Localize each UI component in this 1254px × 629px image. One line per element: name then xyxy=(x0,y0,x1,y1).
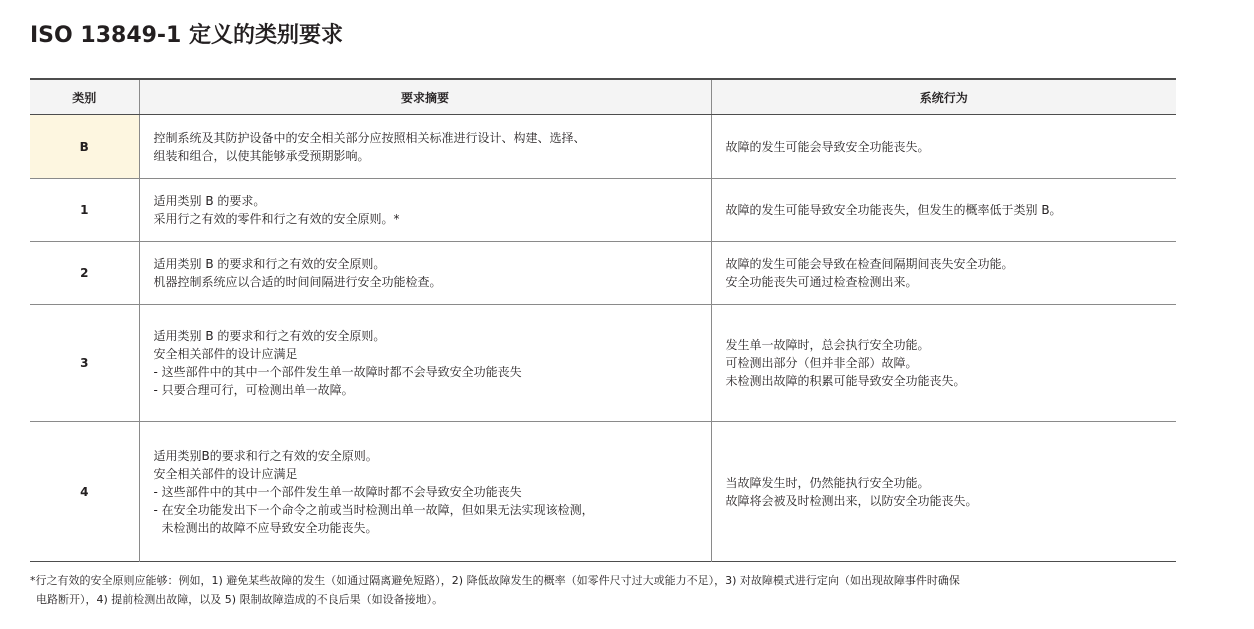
footnote-line: *行之有效的安全原则应能够：例如，1) 避免某些故障的发生（如通过隔离避免短路），2) 降低故障发生的概率（如零件尺寸过大或能力不足），3) 对故障模式进行定向（如出现故障事件时确保 xyxy=(30,574,960,587)
requirement-line: 安全相关部件的设计应满足 xyxy=(153,466,298,481)
requirement-line: 采用行之有效的零件和行之有效的安全原则。* xyxy=(153,212,400,226)
category-cell: 1 xyxy=(30,179,139,242)
table-header-row xyxy=(30,79,1176,115)
requirements-cell xyxy=(139,422,711,562)
table-row xyxy=(30,115,1176,179)
behavior-line: 故障的发生可能会导致安全功能丧失。 xyxy=(725,139,930,154)
requirement-line: 组装和组合，以使其能够承受预期影响。 xyxy=(153,148,370,163)
behavior-cell xyxy=(711,422,1176,562)
header-requirements: 要求摘要 xyxy=(139,79,711,115)
header-behavior: 系统行为 xyxy=(711,79,1176,115)
requirement-line: - 在安全功能发出下一个命令之前或当时检测出单一故障，但如果无法实现该检测， xyxy=(153,502,594,517)
requirement-line: 未检测出的故障不应导致安全功能丧失。 xyxy=(161,520,378,535)
category-requirements-table xyxy=(30,78,1176,562)
table-row xyxy=(30,305,1176,422)
requirement-line: 控制系统及其防护设备中的安全相关部分应按照相关标准进行设计、构建、选择、 xyxy=(153,130,586,145)
footnote xyxy=(30,571,1200,609)
behavior-line: 故障将会被及时检测出来，以防安全功能丧失。 xyxy=(725,493,978,508)
table-row xyxy=(30,179,1176,242)
requirement-line: 机器控制系统应以合适的时间间隔进行安全功能检查。 xyxy=(153,275,442,289)
behavior-cell xyxy=(711,305,1176,422)
page-title: ISO 13849-1 定义的类别要求 xyxy=(30,23,344,48)
behavior-line: 安全功能丧失可通过检查检测出来。 xyxy=(725,275,918,289)
behavior-line: 未检测出故障的积累可能导致安全功能丧失。 xyxy=(725,374,966,388)
requirements-cell xyxy=(139,242,711,305)
requirements-cell xyxy=(139,305,711,422)
requirement-line: - 这些部件中的其中一个部件发生单一故障时都不会导致安全功能丧失 xyxy=(153,365,522,379)
table-row xyxy=(30,422,1176,562)
behavior-cell xyxy=(711,115,1176,179)
table-row xyxy=(30,242,1176,305)
behavior-cell xyxy=(711,179,1176,242)
category-cell: 2 xyxy=(30,242,139,305)
behavior-line: 故障的发生可能导致安全功能丧失，但发生的概率低于类别 B。 xyxy=(725,203,1062,217)
requirement-line: 安全相关部件的设计应满足 xyxy=(153,347,298,361)
behavior-line: 当故障发生时，仍然能执行安全功能。 xyxy=(725,475,930,490)
requirement-line: 适用类别 B 的要求。 xyxy=(153,194,266,208)
behavior-line: 发生单一故障时，总会执行安全功能。 xyxy=(725,338,930,352)
category-cell: B xyxy=(30,115,139,179)
behavior-cell xyxy=(711,242,1176,305)
requirements-cell xyxy=(139,179,711,242)
requirement-line: 适用类别 B 的要求和行之有效的安全原则。 xyxy=(153,329,386,343)
requirement-line: 适用类别B的要求和行之有效的安全原则。 xyxy=(153,448,378,463)
header-category: 类别 xyxy=(30,79,139,115)
category-cell: 4 xyxy=(80,484,89,499)
category-cell: 3 xyxy=(30,305,139,422)
behavior-line: 可检测出部分（但并非全部）故障。 xyxy=(725,356,918,370)
requirement-line: - 只要合理可行，可检测出单一故障。 xyxy=(153,383,354,397)
requirement-line: - 这些部件中的其中一个部件发生单一故障时都不会导致安全功能丧失 xyxy=(153,484,522,499)
behavior-line: 故障的发生可能会导致在检查间隔期间丧失安全功能。 xyxy=(725,257,1014,271)
requirements-cell xyxy=(139,115,711,179)
footnote-line: 电路断开），4) 提前检测出故障，以及 5) 限制故障造成的不良后果（如设备接地）。 xyxy=(36,593,444,606)
requirement-line: 适用类别 B 的要求和行之有效的安全原则。 xyxy=(153,257,386,271)
